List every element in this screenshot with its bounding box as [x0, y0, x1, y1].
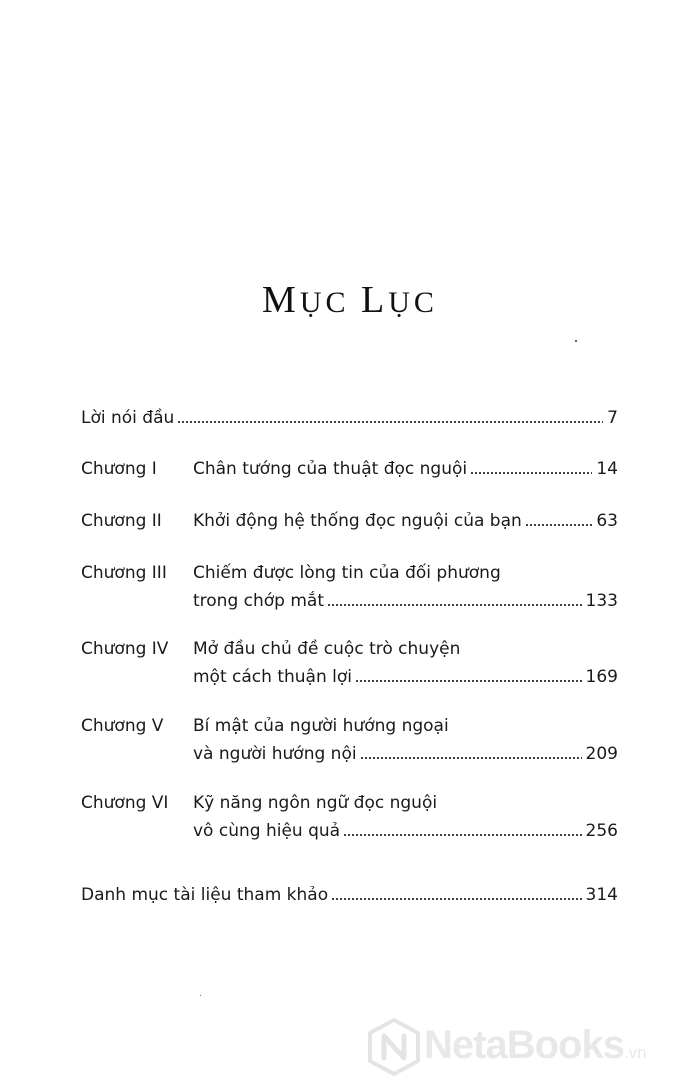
toc-entry-chapter-2[interactable]	[81, 509, 618, 533]
toc-entry-chapter-1[interactable]	[81, 457, 618, 481]
toc-page-number: 209	[585, 744, 618, 764]
title-initial-2: L	[361, 279, 389, 321]
chapter-label: Chương V	[81, 716, 164, 736]
watermark-brand-name: NetaBooks	[424, 1023, 624, 1067]
toc-title: Chân tướng của thuật đọc nguội	[193, 459, 468, 479]
toc-page-number: 63	[596, 511, 618, 531]
toc-title: Khởi động hệ thống đọc nguội của bạn	[193, 511, 522, 531]
paper-speck	[200, 995, 201, 996]
chapter-label: Chương I	[81, 459, 157, 479]
toc-title: Kỹ năng ngôn ngữ đọc nguội	[193, 793, 438, 813]
dot-leader	[327, 602, 582, 607]
dot-leader	[343, 832, 581, 837]
toc-entry-chapter-6[interactable]	[81, 791, 618, 815]
dot-leader	[360, 755, 582, 760]
toc-entry-chapter-3-continued[interactable]	[81, 589, 618, 613]
chapter-label: Chương III	[81, 563, 167, 583]
watermark-tld: .vn	[623, 1043, 647, 1062]
toc-title: Bí mật của người hướng ngoại	[193, 716, 449, 736]
toc-title: Chiếm được lòng tin của đối phương	[193, 563, 501, 583]
toc-title-line-2: một cách thuận lợi	[193, 667, 352, 687]
paper-speck	[575, 340, 577, 342]
chapter-label: Chương II	[81, 511, 162, 531]
toc-entry-chapter-3[interactable]	[81, 561, 618, 585]
chapter-label: Chương IV	[81, 639, 169, 659]
toc-entry-preface[interactable]	[81, 406, 618, 430]
chapter-label: Chương VI	[81, 793, 169, 813]
dot-leader	[177, 419, 603, 424]
toc-title-line-2: vô cùng hiệu quả	[193, 821, 341, 841]
toc-entry-chapter-6-continued[interactable]	[81, 819, 618, 843]
toc-title: Lời nói đầu	[81, 408, 175, 428]
toc-title: Mở đầu chủ đề cuộc trò chuyện	[193, 639, 461, 659]
page-title	[0, 278, 700, 322]
dot-leader	[355, 678, 582, 683]
title-rest-1: ỤC	[299, 286, 350, 319]
toc-page-number: 169	[585, 667, 618, 687]
toc-title-line-2: trong chớp mắt	[193, 591, 325, 611]
netabooks-logo-icon	[368, 1018, 420, 1076]
toc-entry-chapter-5[interactable]	[81, 714, 618, 738]
dot-leader	[331, 896, 581, 901]
toc-page-number: 14	[596, 459, 618, 479]
toc-title-line-2: và người hướng nội	[193, 744, 357, 764]
title-initial-1: M	[262, 279, 300, 321]
toc-page-number: 7	[607, 408, 618, 428]
dot-leader	[525, 522, 593, 527]
title-rest-2: ỤC	[388, 286, 438, 319]
toc-title: Danh mục tài liệu tham khảo	[81, 885, 329, 905]
toc-entry-references[interactable]	[81, 883, 618, 907]
watermark-brand	[424, 1023, 647, 1068]
toc-page-number: 256	[585, 821, 618, 841]
toc-entry-chapter-4-continued[interactable]	[81, 665, 618, 689]
toc-entry-chapter-5-continued[interactable]	[81, 742, 618, 766]
toc-page-number: 133	[585, 591, 618, 611]
toc-entry-chapter-4[interactable]	[81, 637, 618, 661]
dot-leader	[470, 470, 592, 475]
watermark-logo	[368, 1018, 698, 1076]
toc-page-number: 314	[585, 885, 618, 905]
